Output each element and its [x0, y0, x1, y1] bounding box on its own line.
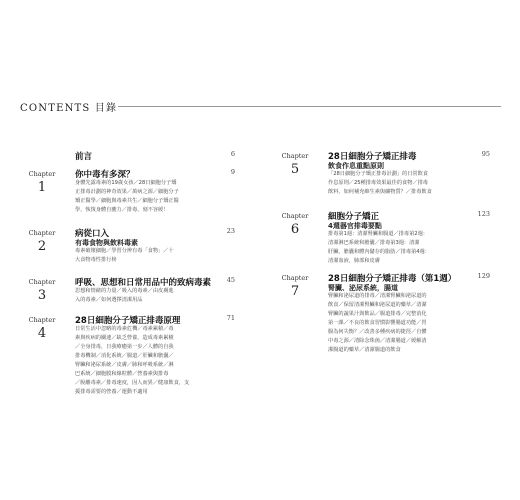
- summary-line: 毒素破壞細胞／學習分辨有毒「食物」／十: [75, 248, 174, 254]
- chapter-summary: [75, 325, 227, 397]
- chapter-title[interactable]: 前言: [75, 152, 93, 162]
- summary-line: [328, 283, 482, 292]
- chapter-label: Chapter: [281, 274, 309, 282]
- summary-line: 巴系統／細胞膜和線粒體／營養素與排毒: [75, 371, 169, 377]
- summary-line: 潔腸道的藥草／清潔腸道的飲食: [328, 347, 401, 353]
- summary-line: ／全身排毒，日我療癒第一步／人體的自我: [75, 344, 174, 350]
- chapter-number: 4: [37, 326, 47, 341]
- summary-line: 入的毒素／如何選擇清潔用品: [75, 297, 143, 303]
- chapter-title[interactable]: 病從口入: [75, 229, 110, 239]
- summary-line: 腎臟的蔬果汁與飲品／腸道排毒／完整消化: [328, 311, 427, 317]
- summary-line: 排毒第1週：清潔腎臟和腸道／排毒第2週：: [328, 231, 428, 237]
- chapter-number: 3: [37, 288, 47, 303]
- chapter-label: Chapter: [28, 278, 56, 286]
- chapter-title[interactable]: 28日細胞分子矯正排毒: [328, 152, 417, 162]
- page-number: 6: [230, 150, 235, 158]
- chapter-number: 7: [290, 284, 300, 299]
- chapter-title[interactable]: 你中毒有多深？: [75, 170, 135, 180]
- page-number: 95: [481, 150, 490, 158]
- chapter-title[interactable]: 28日細胞分子矯正排毒原理: [75, 316, 181, 326]
- header-divider: [118, 106, 501, 107]
- chapter-summary: [328, 161, 482, 197]
- chapter-summary: [75, 238, 227, 265]
- chapter-subtitle: 4週器官排毒要點: [328, 222, 382, 230]
- summary-line: 肝臟、膽囊和體內儲存的脂肪／排毒第4週：: [328, 249, 430, 255]
- summary-line: 第一課／不良的飲食習慣影響腸道功能／胃: [328, 320, 427, 326]
- page-number: 9: [230, 168, 235, 176]
- page-number: 71: [226, 314, 235, 322]
- page-number: 23: [226, 227, 235, 235]
- summary-line: [328, 221, 482, 230]
- summary-line: 援排毒需要的營養／運動不適用: [75, 389, 148, 395]
- chapter-number: 1: [37, 180, 47, 195]
- summary-line: 飲料，如何補充維生素與礦物質？／排毒飲食: [328, 189, 432, 195]
- chapter-title[interactable]: 28日細胞分子矯正排毒（第1週）: [328, 274, 457, 284]
- summary-line: 飲食／保留清潔腎臟和泌尿道的藥草／清潔: [328, 302, 427, 308]
- summary-line: 清潔淋巴系統和膽囊／排毒第3週：清潔: [328, 240, 420, 246]
- chapter-title[interactable]: 細胞分子矯正: [328, 212, 380, 222]
- summary-line: 清潔血液，肺部和皮膚: [328, 258, 380, 264]
- chapter-label: Chapter: [28, 229, 56, 237]
- chapter-label: Chapter: [28, 316, 56, 324]
- summary-line: 「28日細胞分子矯正排毒計劃」的日常飲食: [328, 171, 428, 177]
- summary-line: ／脫離毒素／排毒速度，因人而異／健康飲食，支: [75, 380, 190, 386]
- chapter-number: 5: [290, 162, 300, 177]
- summary-line: 排毒機制／消化系統／腸道／肝臟和膽囊／: [75, 353, 174, 359]
- page-number: 123: [477, 210, 490, 218]
- summary-line: 正排毒計劃的神奇效果／萬病之源／細胞分子: [75, 189, 179, 195]
- summary-line: 腎臟和泌尿系統／皮膚／肺和呼吸系統／淋: [75, 362, 174, 368]
- summary-line: 腸為何失衡？／改善多種疾病的捷徑／自體: [328, 329, 427, 335]
- summary-line: [75, 238, 227, 247]
- summary-line: 腎臟和泌尿道的排毒／清潔腎臟和泌尿道的: [328, 293, 427, 299]
- chapter-summary: [75, 179, 227, 215]
- summary-line: 大食物毒性排行榜: [75, 257, 117, 263]
- chapter-number: 6: [290, 222, 300, 237]
- chapter-subtitle: 腎臟、泌尿系統，腸道: [328, 284, 398, 292]
- summary-line: 學，恢復身體自癒力／排毒，刻不容緩！: [75, 207, 169, 213]
- chapter-label: Chapter: [28, 170, 56, 178]
- summary-line: 身體先露毒素的19歲女孩／28日細胞分子矯: [75, 180, 177, 186]
- chapter-label: Chapter: [281, 152, 309, 160]
- chapter-number: 2: [37, 239, 47, 254]
- page-number: 129: [477, 272, 490, 280]
- chapter-summary: [328, 221, 482, 266]
- chapter-summary: [328, 283, 482, 355]
- summary-line: 思想和情緒的力量／吸入的毒素／由皮膚進: [75, 288, 174, 294]
- summary-line: 中毒之源／清除念珠菌／清潔腸道／緩解清: [328, 338, 427, 344]
- page-number: 45: [226, 276, 235, 284]
- summary-line: 作息原則／25種排毒效果最佳的食物／排毒: [328, 180, 428, 186]
- summary-line: 素與疾病的關連／缺乏營養，造成毒素累積: [75, 335, 174, 341]
- chapter-label: Chapter: [281, 212, 309, 220]
- chapter-title[interactable]: 呼吸、思想和日常用品中的致病毒素: [75, 278, 212, 288]
- chapter-subtitle: 有毒食物與飲料毒素: [75, 239, 138, 247]
- summary-line: 矯正醫學／細胞與毒素共生／細胞分子矯正醫: [75, 198, 179, 204]
- chapter-subtitle: 飲食作息重點原則: [328, 162, 384, 170]
- summary-line: 日常生活中忽略的毒素危機／毒素累積／毒: [75, 326, 174, 332]
- summary-line: [328, 161, 482, 170]
- contents-heading: CONTENTS 目錄: [20, 103, 118, 114]
- chapter-summary: [75, 287, 227, 305]
